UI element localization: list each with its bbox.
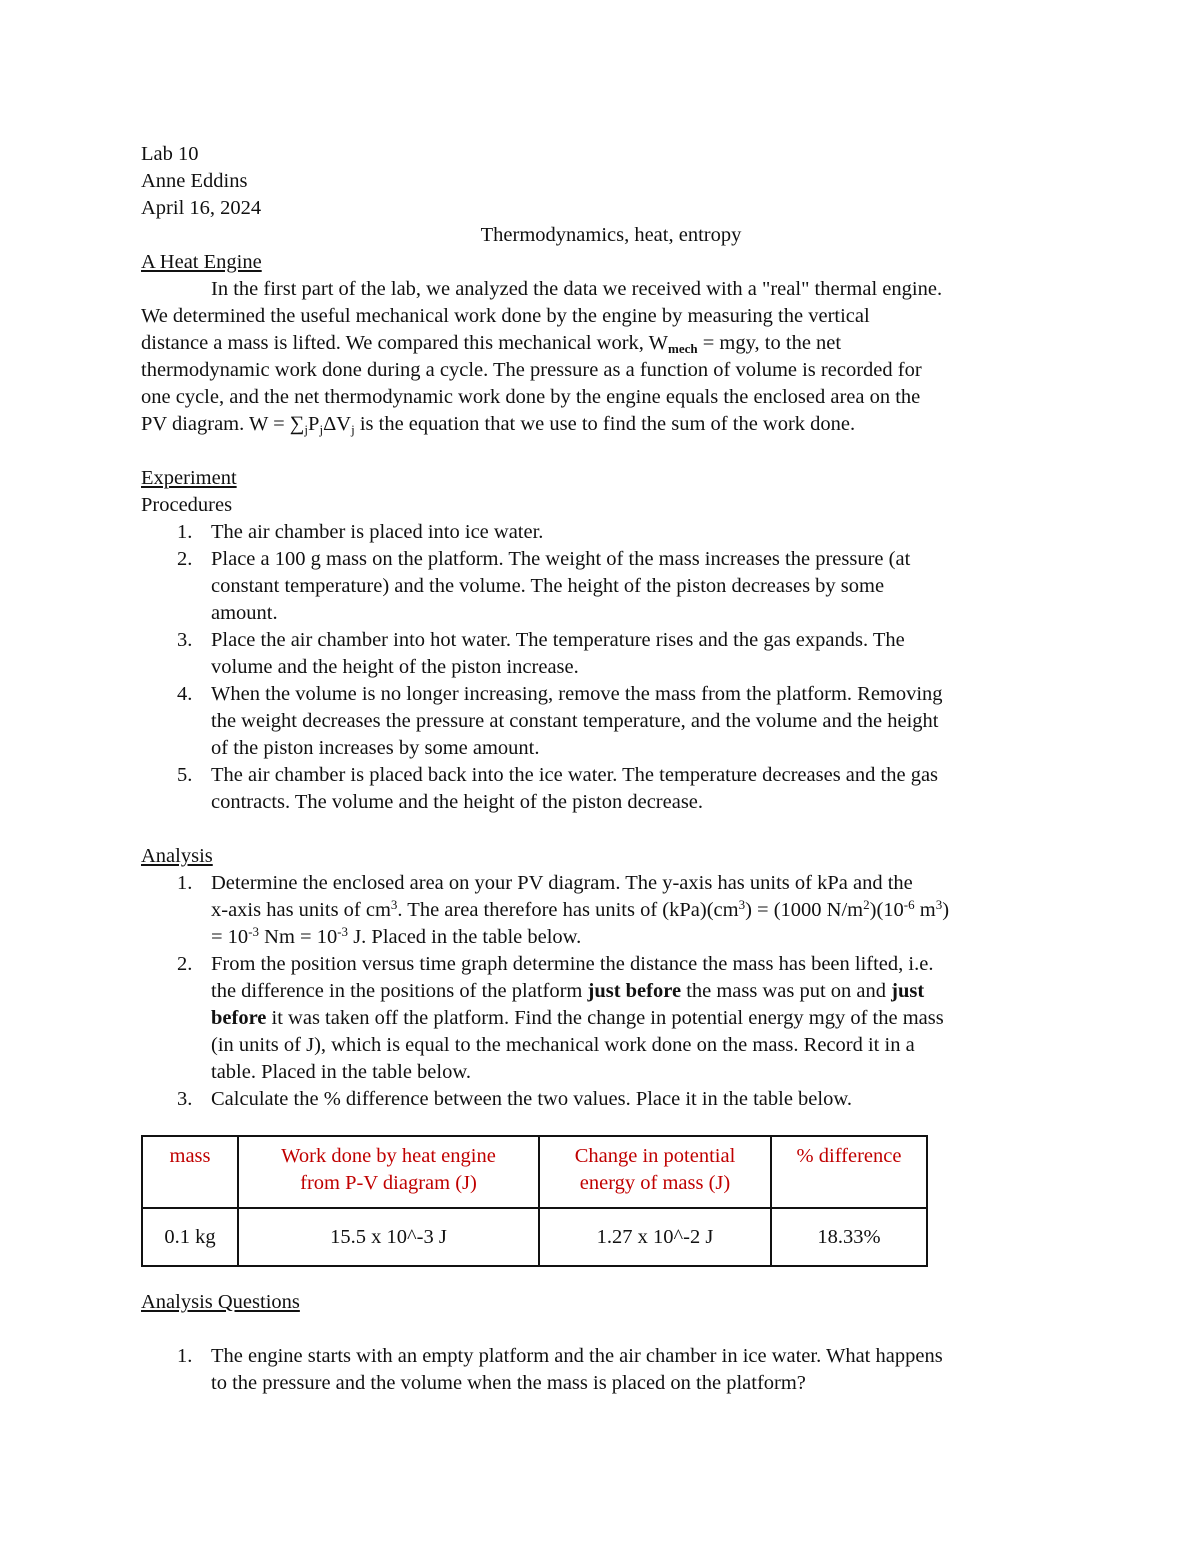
superscript: -3: [248, 924, 260, 939]
header-percent-difference: [771, 1136, 927, 1208]
header-text: Change in potential: [574, 1145, 736, 1167]
question-1: [141, 1343, 1061, 1397]
intro-line-2: We determined the useful mechanical work done by the engine by measuring the vertical: [141, 305, 870, 327]
work-equation-end: is the equation that we use to find the sum of the work done.: [354, 413, 856, 435]
cell-mass: 0.1 kg: [142, 1208, 238, 1266]
list-number: 5.: [177, 764, 193, 786]
units-text: m: [914, 899, 936, 921]
header-text: energy of mass (J): [579, 1172, 731, 1194]
superscript: 3: [738, 897, 746, 912]
superscript: 3: [935, 897, 943, 912]
intro-line-6: [141, 411, 1061, 438]
header-text: % difference: [796, 1145, 902, 1167]
cell-potential-energy: 1.27 x 10^-2 J: [539, 1208, 771, 1266]
analysis-item-1-line-3: [211, 924, 1061, 951]
procedure-step-line: When the volume is no longer increasing, remove the mass from the platform. Removing: [211, 683, 943, 705]
superscript: 2: [863, 897, 870, 912]
units-text: x-axis has units of cm: [211, 899, 391, 921]
analysis-heading: Analysis: [141, 845, 213, 867]
intro-line-3-text: distance a mass is lifted. We compared this mechanical work, W: [141, 332, 669, 354]
header-work-pv: [238, 1136, 539, 1208]
list-number: 1.: [177, 872, 193, 894]
body-text: the difference in the positions of the platform: [211, 980, 588, 1002]
cell-percent-difference: 18.33%: [771, 1208, 927, 1266]
results-table: [141, 1135, 928, 1267]
question-1-line-1: The engine starts with an empty platform and the air chamber in ice water. What happens: [211, 1345, 943, 1367]
analysis-item-1: [141, 870, 1061, 951]
list-number: 2.: [177, 953, 193, 975]
analysis-item-1-line-1: Determine the enclosed area on your PV diagram. The y-axis has units of kPa and the: [211, 872, 913, 894]
superscript: 3: [390, 897, 398, 912]
units-text: )(10: [869, 899, 904, 921]
list-number: 4.: [177, 683, 193, 705]
procedure-step-line: Place the air chamber into hot water. The temperature rises and the gas expands. The: [211, 629, 905, 651]
procedure-step-line: constant temperature) and the volume. The height of the piston decreases by some: [211, 575, 885, 597]
delta-volume-symbol: ΔV: [323, 413, 352, 435]
analysis-item-2-line-2: [211, 978, 1061, 1005]
intro-line-3-end: = mgy, to the net: [697, 332, 842, 354]
pressure-subscript: j: [319, 422, 324, 437]
superscript: -3: [337, 924, 349, 939]
procedure-step: [141, 762, 1061, 816]
procedure-step: [141, 519, 1061, 546]
list-number: 1.: [177, 1345, 193, 1367]
heat-engine-heading: A Heat Engine: [141, 251, 262, 273]
document-page: [141, 141, 1061, 1397]
procedure-list: [141, 519, 1061, 816]
procedure-step-line: The air chamber is placed back into the ice water. The temperature decreases and the gas: [211, 764, 939, 786]
list-number: 3.: [177, 629, 193, 651]
intro-line-3: [141, 330, 1061, 357]
header-text: mass: [169, 1145, 211, 1167]
procedure-step: [141, 681, 1061, 762]
w-mech-subscript: mech: [668, 341, 698, 356]
body-text: it was taken off the platform. Find the change in potential energy mgy of the mass: [266, 1007, 944, 1029]
header-mass: [142, 1136, 238, 1208]
experiment-heading: Experiment: [141, 467, 237, 489]
procedure-step: [141, 627, 1061, 681]
pressure-symbol: P: [308, 413, 320, 435]
procedure-step-line: of the piston increases by some amount.: [211, 737, 540, 759]
units-text: ) = (1000 N/m: [745, 899, 864, 921]
intro-line-4: thermodynamic work done during a cycle. The pressure as a function of volume is recorded for: [141, 359, 922, 381]
procedure-step-line: contracts. The volume and the height of the piston decrease.: [211, 791, 704, 813]
list-number: 1.: [177, 521, 193, 543]
analysis-item-2: [141, 951, 1061, 1086]
units-text: . The area therefore has units of (kPa)(cm: [397, 899, 739, 921]
questions-list: [141, 1343, 1061, 1397]
analysis-item-3: [141, 1086, 1061, 1113]
header-text: Work done by heat engine: [281, 1145, 496, 1167]
bold-text: before: [211, 1007, 267, 1029]
analysis-item-1-line-2: [211, 897, 1061, 924]
analysis-item-2-line-3: [211, 1005, 1061, 1032]
units-text: Nm = 10: [259, 926, 338, 948]
procedure-step-line: The air chamber is placed into ice water.: [211, 521, 544, 543]
report-date: April 16, 2024: [141, 197, 262, 219]
analysis-item-2-line-4: (in units of J), which is equal to the mechanical work done on the mass. Record it in a: [211, 1034, 915, 1056]
intro-line-5: one cycle, and the net thermodynamic work done by the engine equals the enclosed area on the: [141, 386, 921, 408]
procedure-step: [141, 546, 1061, 627]
lab-number: Lab 10: [141, 143, 199, 165]
body-text: the mass was put on and: [681, 980, 892, 1002]
sum-subscript: j: [304, 422, 309, 437]
analysis-item-3-line-1: Calculate the % difference between the two values. Place it in the table below.: [211, 1088, 852, 1110]
question-1-line-2: to the pressure and the volume when the mass is placed on the platform?: [211, 1372, 806, 1394]
bold-text: just before: [587, 980, 682, 1002]
document-title: Thermodynamics, heat, entropy: [480, 224, 742, 246]
units-text: J. Placed in the table below.: [348, 926, 582, 948]
analysis-item-2-line-1: From the position versus time graph determine the distance the mass has been lifted, i.e.: [211, 953, 934, 975]
procedures-subheading: Procedures: [141, 494, 233, 516]
list-number: 2.: [177, 548, 193, 570]
procedure-step-line: amount.: [211, 602, 278, 624]
cell-work-pv: 15.5 x 10^-3 J: [238, 1208, 539, 1266]
units-text: = 10: [211, 926, 249, 948]
header-text: from P-V diagram (J): [300, 1172, 477, 1194]
header-potential-energy: [539, 1136, 771, 1208]
author-name: Anne Eddins: [141, 170, 248, 192]
superscript: -6: [903, 897, 915, 912]
analysis-list: [141, 870, 1061, 1113]
procedure-step-line: volume and the height of the piston increase.: [211, 656, 579, 678]
table-header-row: [142, 1136, 927, 1208]
bold-text: just: [891, 980, 925, 1002]
work-equation-start: PV diagram. W = ∑: [141, 413, 305, 435]
list-number: 3.: [177, 1088, 193, 1110]
units-text: ): [942, 899, 950, 921]
intro-line-1: In the first part of the lab, we analyzed the data we received with a "real" thermal engine.: [211, 278, 943, 300]
volume-subscript: j: [351, 422, 355, 437]
procedure-step-line: the weight decreases the pressure at constant temperature, and the volume and the height: [211, 710, 939, 732]
procedure-step-line: Place a 100 g mass on the platform. The weight of the mass increases the pressure (at: [211, 548, 911, 570]
analysis-item-2-line-5: table. Placed in the table below.: [211, 1061, 471, 1083]
table-row: [142, 1208, 927, 1266]
analysis-questions-heading: Analysis Questions: [141, 1291, 300, 1313]
